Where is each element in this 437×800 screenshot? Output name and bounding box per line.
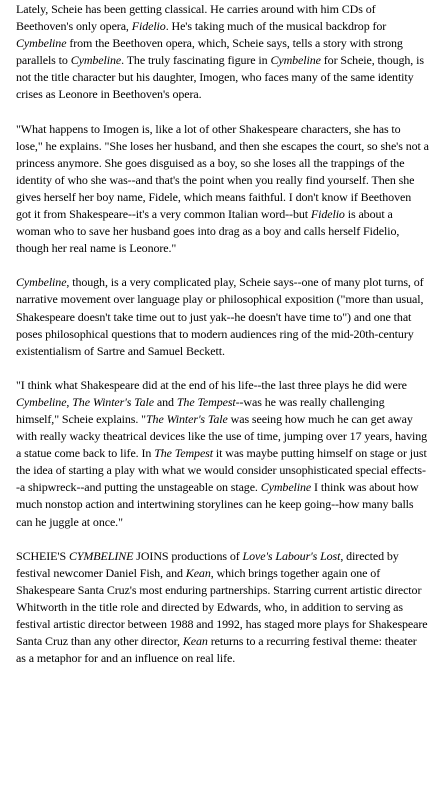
paragraph: [16, 548, 429, 668]
paragraph: [16, 121, 429, 258]
italic-title-text: Fidelio: [131, 19, 166, 34]
italic-title-text: The Tempest: [176, 394, 236, 409]
italic-title-text: CYMBELINE: [68, 548, 134, 563]
italic-title-text: Cymbeline: [16, 36, 67, 51]
italic-title-text: Love's Labour's Lost: [242, 548, 341, 563]
italic-title-text: Cymbeline: [260, 480, 312, 495]
paragraph: [16, 274, 429, 359]
text-run: "I think what Shakespeare did at the end of his life--the last three plays he did were: [16, 377, 407, 392]
text-run: . The truly fascinating figure in: [121, 53, 271, 68]
italic-title-text: The Winter's Tale: [145, 411, 228, 426]
text-run: Lately, Scheie has been getting classical. He carries around with him CDs of Beethoven's only opera,: [16, 2, 376, 34]
italic-title-text: Fidelio: [310, 207, 345, 222]
paragraph: [16, 377, 429, 531]
text-run: and: [154, 394, 177, 409]
text-run: from the Beethoven opera, which, Scheie says, tells a story with strong parallels to: [16, 36, 403, 68]
italic-title-text: Cymbeline: [270, 53, 321, 68]
text-run: , which brings together again one of Shakespeare Santa Cruz's most enduring partnerships. Starring current artistic director Whitworth in the title role and directed by Edwards, who, in addition to serving as festival artistic director between 1988 and 1992, has staged more plays for Shakespeare Santa Cruz than any other director,: [16, 565, 428, 649]
italic-title-text: The Tempest: [154, 446, 213, 461]
text-run: I think was about how much nonstop action and intertwining storylines can he keep going--how many balls can he juggle at once.": [16, 480, 419, 529]
italic-title-text: Cymbeline: [16, 275, 67, 290]
paragraph: [16, 1, 429, 104]
text-run: , directed by festival newcomer Daniel Fish, and: [16, 548, 399, 580]
text-run: it was maybe putting himself on stage or just the idea of starting a play with what we would consider unsophisticated special effects--a shipwreck--and putting the unstageable on stage.: [16, 446, 427, 495]
italic-title-text: Kean: [185, 565, 211, 580]
italic-title-text: Kean: [182, 634, 208, 649]
text-run: was seeing how much he can get away with really wacky theatrical devices like the use of time, jumping over 17 years, having a statue come back to life. In: [16, 411, 428, 461]
italic-title-text: Cymbeline: [70, 53, 122, 68]
text-run: , though, is a very complicated play, Scheie says--one of many plot turns, of narrative movement over language play or philosophical exposition ("more than usual, Shakespeare doesn't take time out to just yak--he doesn't have time to") and one that poses philosophical questions that to modern audiences ring of the mid-20th-century existentialism of Sartre and Samuel Beckett.: [16, 275, 424, 358]
text-run: ,: [66, 394, 73, 409]
text-run: JOINS productions of: [133, 548, 243, 563]
text-run: --was he was really challenging himself," Scheie explains. ": [16, 394, 385, 426]
text-run: is about a woman who to save her husband goes into drag as a boy and calls herself Fidelio, though her real name is Leonore.": [16, 207, 400, 256]
text-run: "What happens to Imogen is, like a lot of other Shakespeare characters, she has to lose," he explains. "She loses her husband, and then she escapes the court, so she's not a princess anymore. She goes disguised as a boy, so she loses all the trappings of the identity of who she was--and that's the point when you really find yourself. Then she gives herself her boy name, Fidele, which means faithful. I don't know if Beethoven got it from Shakespeare--it's a very common Italian word--but: [16, 121, 429, 222]
text-run: returns to a recurring festival theme: theater as a metaphor for and an influence on real life.: [16, 634, 417, 666]
italic-title-text: Cymbeline: [16, 394, 67, 409]
italic-title-text: The Winter's Tale: [72, 394, 155, 409]
text-run: for Scheie, though, is not the title character but his daughter, Imogen, who faces many of the same identity crises as Leonore in Beethoven's opera.: [16, 53, 424, 102]
text-run: . He's taking much of the musical backdrop for: [165, 19, 387, 34]
text-run: SCHEIE'S: [16, 548, 69, 563]
